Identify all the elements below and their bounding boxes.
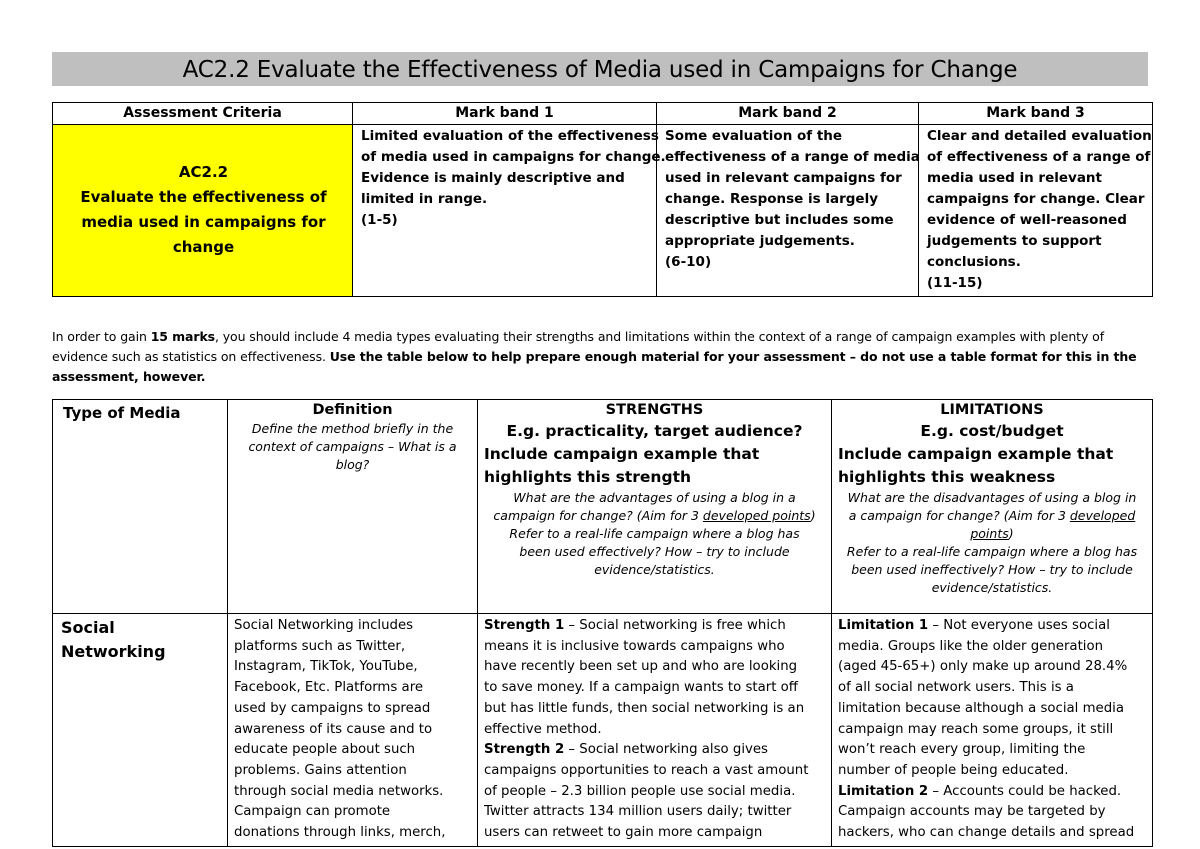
page-title: AC2.2 Evaluate the Effectiveness of Media used in Campaigns for Change xyxy=(52,52,1148,86)
ac-line: AC2.2 xyxy=(178,163,229,181)
limitations-hint xyxy=(832,507,1152,525)
instructions-paragraph xyxy=(52,327,1152,387)
limitation-line: media. Groups like the older generation xyxy=(838,638,1104,654)
limitation-line: Campaign accounts may be targeted by xyxy=(838,804,1106,820)
limitation-line: (aged 45-65+) only make up around 28.4% xyxy=(838,659,1128,675)
limitation-line: campaign may reach some groups, it still xyxy=(838,721,1114,737)
band1-line: of media used in campaigns for change. xyxy=(361,149,666,165)
header-strengths xyxy=(478,400,832,614)
limitations-hint: been used ineffectively? How – try to include xyxy=(851,562,1133,577)
ac-line: change xyxy=(172,238,235,256)
definition-line: platforms such as Twitter, xyxy=(234,638,406,654)
strength-1-label: Strength 1 xyxy=(484,618,565,633)
strength-line: but has little funds, then social networking is an xyxy=(484,700,805,716)
mark-band-2-cell xyxy=(657,125,919,297)
limitation-text: – Accounts could be hacked. xyxy=(928,783,1122,799)
limitation-1-label: Limitation 1 xyxy=(838,618,929,633)
media-type-cell xyxy=(53,614,228,847)
definition-line: through social media networks. xyxy=(234,783,444,799)
definition-line: awareness of its cause and to xyxy=(234,721,433,737)
band3-line: campaigns for change. Clear xyxy=(927,191,1145,207)
limitation-text: – Not everyone uses social xyxy=(928,618,1110,633)
media-types-table xyxy=(52,399,1153,847)
intro-text: , you should include 4 media types evaluating their strengths and limitations within the context of a range of campaign examples with plenty of evidence such as statistics on effectiveness. xyxy=(52,329,1105,364)
media-type-line: Social xyxy=(61,618,115,637)
limitation-line: of all social network users. This is a xyxy=(838,680,1074,696)
band3-line: Clear and detailed evaluation xyxy=(927,128,1152,144)
band1-line: limited in range. xyxy=(361,191,488,207)
limitations-hint xyxy=(832,525,1152,543)
limitation-line: hackers, who can change details and spread xyxy=(838,825,1135,841)
definition-hint: context of campaigns – What is a xyxy=(248,439,457,454)
limitations-hint: Refer to a real-life campaign where a blog has xyxy=(846,544,1138,559)
limitation-line xyxy=(838,616,1146,637)
limitation-line: limitation because although a social media xyxy=(838,700,1125,716)
band1-line: Evidence is mainly descriptive and xyxy=(361,170,625,186)
limitation-line: won’t reach every group, limiting the xyxy=(838,742,1086,758)
strengths-hint: What are the advantages of using a blog in a xyxy=(513,490,796,505)
hint-text: ) xyxy=(810,508,816,523)
header-limitations xyxy=(832,400,1153,614)
header-assessment-criteria: Assessment Criteria xyxy=(53,103,353,125)
band2-line: descriptive but includes some xyxy=(665,212,894,228)
limitation-2-label: Limitation 2 xyxy=(838,783,929,799)
mark-band-3-cell xyxy=(919,125,1153,297)
band2-line: appropriate judgements. xyxy=(665,233,855,249)
hint-text: ) xyxy=(1008,526,1014,541)
strength-line xyxy=(484,616,825,637)
limitations-hint: What are the disadvantages of using a blog in xyxy=(847,490,1137,505)
strength-line: effective method. xyxy=(484,721,602,737)
definition-title: Definition xyxy=(312,402,393,418)
definition-line: Campaign can promote xyxy=(234,804,391,820)
limitations-hint: evidence/statistics. xyxy=(931,580,1053,595)
strength-line: have recently been set up and who are looking xyxy=(484,659,798,675)
hint-underline: developed xyxy=(1069,508,1136,523)
band2-line: (6-10) xyxy=(665,254,712,270)
definition-line: used by campaigns to spread xyxy=(234,700,431,716)
strength-line: to save money. If a campaign wants to start off xyxy=(484,680,798,696)
table-row xyxy=(53,614,1153,847)
hint-underline: developed points xyxy=(702,508,811,523)
header-mark-band-2: Mark band 2 xyxy=(657,103,919,125)
limitations-sub: E.g. cost/budget xyxy=(920,422,1064,440)
band3-line: media used in relevant xyxy=(927,170,1102,186)
definition-line: Instagram, TikTok, YouTube, xyxy=(234,659,418,675)
limitations-prompt: Include campaign example that xyxy=(838,445,1114,463)
strengths-prompt: Include campaign example that xyxy=(484,445,760,463)
mark-band-1-cell xyxy=(353,125,666,297)
strength-2-label: Strength 2 xyxy=(484,742,565,758)
band3-line: conclusions. xyxy=(927,254,1021,270)
limitations-cell xyxy=(832,614,1153,847)
ac-line: media used in campaigns for xyxy=(81,213,326,231)
band3-line: evidence of well-reasoned xyxy=(927,212,1127,228)
hint-text: campaign for change? (Aim for 3 xyxy=(493,508,703,523)
strengths-hint xyxy=(478,507,831,525)
strengths-hint: Refer to a real-life campaign where a blog has xyxy=(509,526,800,541)
band1-line: (1-5) xyxy=(361,212,398,228)
strengths-hint: evidence/statistics. xyxy=(594,562,715,577)
strength-line: of people – 2.3 billion people use social media. xyxy=(484,783,796,799)
intro-bold-note: Use the table below to help prepare enough material for your assessment – do not use a table format for this in the assessment, however. xyxy=(52,349,1137,384)
band3-line: of effectiveness of a range of xyxy=(927,149,1151,165)
strength-text: – Social networking is free which xyxy=(564,618,786,633)
strength-line: Twitter attracts 134 million users daily; twitter xyxy=(484,804,792,820)
definition-line: donations through links, merch, xyxy=(234,825,446,841)
hint-text: a campaign for change? (Aim for 3 xyxy=(848,508,1070,523)
limitation-line xyxy=(838,782,1146,803)
limitations-prompt: highlights this weakness xyxy=(838,468,1056,486)
strength-line xyxy=(484,740,825,761)
strengths-hint: been used effectively? How – try to include xyxy=(519,544,790,559)
media-type-line: Networking xyxy=(61,642,166,661)
band3-line: (11-15) xyxy=(927,275,983,291)
ac-line: Evaluate the effectiveness of xyxy=(80,188,327,206)
definition-line: Facebook, Etc. Platforms are xyxy=(234,680,424,696)
definition-line: Social Networking includes xyxy=(234,618,414,633)
band2-line: Some evaluation of the xyxy=(665,128,843,144)
strength-line: means it is inclusive towards campaigns who xyxy=(484,638,785,654)
definition-line: problems. Gains attention xyxy=(234,762,407,778)
band1-line: Limited evaluation of the effectiveness xyxy=(361,128,659,144)
limitation-line: number of people being educated. xyxy=(838,762,1069,778)
definition-line: educate people about such xyxy=(234,742,416,758)
header-definition xyxy=(228,400,478,614)
band2-line: change. Response is largely xyxy=(665,191,879,207)
band2-line: used in relevant campaigns for xyxy=(665,170,902,186)
intro-marks: 15 marks xyxy=(150,329,216,344)
criteria-cell-ac2-2 xyxy=(53,125,353,297)
band3-line: judgements to support xyxy=(927,233,1102,249)
strengths-title: STRENGTHS xyxy=(605,402,704,418)
limitations-title: LIMITATIONS xyxy=(940,402,1044,418)
strengths-cell xyxy=(478,614,832,847)
definition-hint: Define the method briefly in the xyxy=(251,421,454,436)
strength-line: users can retweet to gain more campaign xyxy=(484,825,763,841)
header-mark-band-1: Mark band 1 xyxy=(353,103,657,125)
definition-cell xyxy=(228,614,478,847)
definition-hint: blog? xyxy=(335,457,370,472)
assessment-criteria-table xyxy=(52,102,1153,297)
header-type-of-media: Type of Media xyxy=(53,400,228,614)
band2-line: effectiveness of a range of media xyxy=(665,149,920,165)
intro-text: In order to gain xyxy=(52,329,151,344)
strength-line: campaigns opportunities to reach a vast amount xyxy=(484,762,809,778)
hint-underline: points xyxy=(970,526,1009,541)
header-mark-band-3: Mark band 3 xyxy=(919,103,1153,125)
strengths-prompt: highlights this strength xyxy=(484,468,692,486)
strengths-sub: E.g. practicality, target audience? xyxy=(506,422,803,440)
strength-text: – Social networking also gives xyxy=(564,742,768,758)
